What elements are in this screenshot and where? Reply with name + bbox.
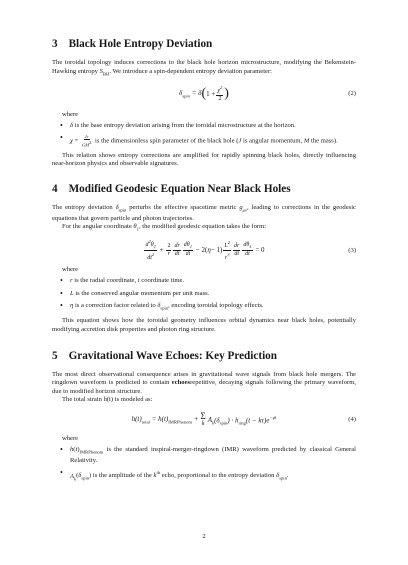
list-item: • χ = $\frac{Jc}{GM^2}$ is the dimensionless spin parameter of the black hole (J is angular momentum, M the mass).: [70, 134, 356, 148]
equation-number: (2): [348, 90, 356, 97]
where-label: where: [62, 266, 79, 274]
section-title: Modified Geodesic Equation Near Black Holes: [68, 182, 291, 195]
where-label: where: [62, 434, 79, 442]
section-number: 5: [52, 349, 58, 362]
definition-list: [52, 446, 356, 484]
equation-number: (4): [348, 416, 356, 424]
section-title: Black Hole Entropy Deviation: [68, 38, 213, 50]
section-5-heading: [52, 350, 356, 362]
paragraph: The most direct observational consequence arises in gravitational wave signals from black hole mergers. The ringdown waveform is predicted to contain echoesrepetitive, decaying signals following the primary waveform, due to modified horizon structure.: [52, 370, 356, 395]
list-item: • $h(t)_{IMRPhenom}$ is the standard inspiral-merger-ringdown (IMR) waveform predicted by classical General Relativity.: [70, 446, 356, 466]
section-3-heading: [52, 38, 356, 50]
paragraph: This equation shows how the toroidal geometry influences orbital dynamics near black holes, potentially modifying accretion disk properties and photon ring structure.: [52, 317, 356, 333]
equation-3: $\frac{d^2\theta_1}{dt^2}$ + $\frac{2}{r}$ $\frac{dr}{dt}$ $\frac{d\theta_1}{dt}$ − 2( η − 1) $\frac{L^2}{r^3}$ $\frac{dr}{dt}$ $\frac{d\theta_1}{dt}$ = 0 (3): [145, 239, 356, 262]
paragraph: For the angular coordinate $\theta_1$, the modified geodesic equation takes the form:: [62, 223, 267, 232]
section-title: Gravitational Wave Echoes: Key Prediction: [68, 349, 277, 362]
section-4-heading: [52, 183, 356, 195]
paragraph: The entropy deviation $\delta_{spin}$ perturbs the effective spacetime metric $g_{\mu\nu}$, leading to corrections in the geodesic equations that govern particle and photon trajectories.: [52, 203, 356, 222]
list-item: • L is the conserved angular momentum per unit mass.: [70, 290, 356, 299]
equation-2: $\delta_{spin} = \delta$ ( 1 + $\frac{\chi^2}{2}$ ) (2): [179, 85, 356, 102]
definition-list: [52, 122, 356, 148]
definition-list: [52, 277, 356, 313]
page-number: 2: [202, 533, 206, 540]
list-item: • r is the radial coordinate, t coordinate time.: [70, 277, 356, 286]
equation-4: $h(t)_{total} = h(t)_{IMRPhenom}$ + Σ k $A_k(\delta_{spin}) \cdot h_{ring}(t - k\tau)e^{-\gamma k}$ (4): [131, 410, 356, 427]
list-item: • $A_k(\delta_{spin})$ is the amplitude of the $k^{th}$ echo, proportional to the entropy deviation $\delta_{spin}$.: [70, 469, 356, 483]
list-item: • η is a correction factor related to $\delta_{spin}$, encoding toroidal topology effects.: [70, 302, 356, 313]
paragraph: The toroidal topology induces corrections to the black hole horizon microstructure, modifying the Bekenstein-Hawking entropy $S_{BH}$. We introduce a spin-dependent entropy deviation parameter:: [52, 59, 356, 76]
section-number: 3: [52, 38, 58, 50]
section-number: 4: [52, 182, 58, 195]
paragraph: The total strain h(t) is modeled as:: [62, 396, 153, 404]
equation-number: (3): [348, 246, 356, 254]
paragraph: This relation shows entropy corrections are amplified for rapidly spinning black holes, directly influencing near-horizon physics and observable signatures.: [52, 151, 356, 168]
where-label: where: [62, 110, 79, 118]
list-item: • δ is the base entropy deviation arising from the toroidal microstructure at the horizon.: [70, 122, 356, 131]
